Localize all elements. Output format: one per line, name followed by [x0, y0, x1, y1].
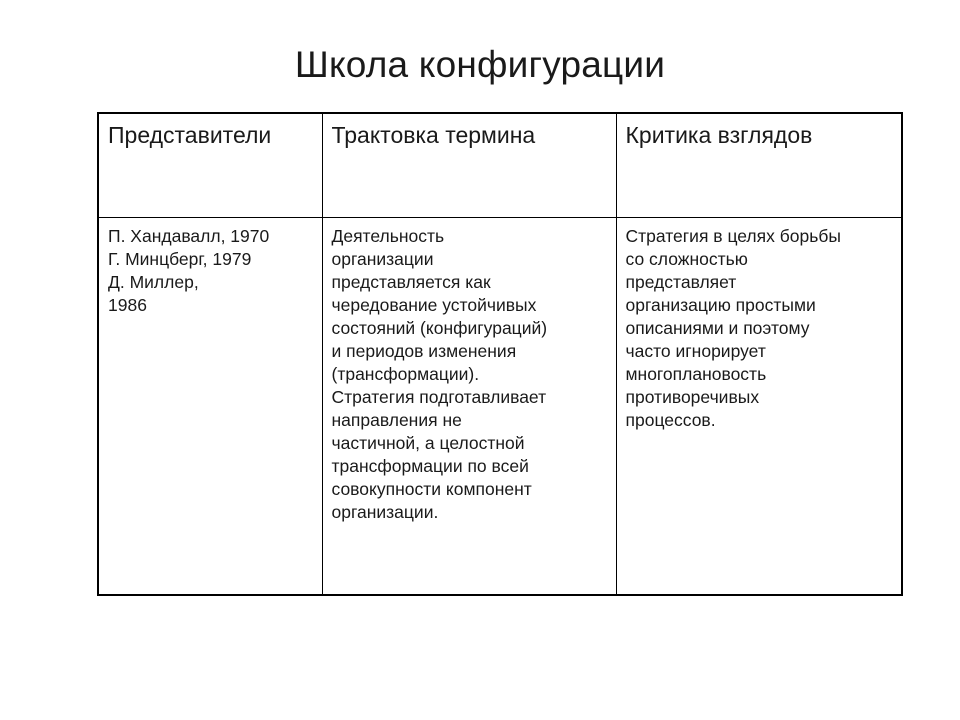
criticism-line: организацию простыми: [625, 295, 816, 315]
cell-interpretation: [322, 218, 616, 596]
cell-representatives: [98, 218, 322, 596]
criticism-line: процессов.: [625, 410, 716, 430]
header-representatives: Представители: [98, 113, 322, 218]
interpretation-line: представляется как: [331, 272, 491, 292]
representative-line: Д. Миллер,: [108, 272, 199, 292]
criticism-line: часто игнорирует: [625, 341, 766, 361]
criticism-line: представляет: [625, 272, 737, 292]
table-header-row: [98, 113, 902, 218]
criticism-line: противоречивых: [625, 387, 760, 407]
criticism-line: со сложностью: [625, 249, 748, 269]
interpretation-line: направления не: [331, 410, 462, 430]
criticism-line: многоплановость: [625, 364, 767, 384]
interpretation-line: организации: [331, 249, 434, 269]
header-criticism: Критика взглядов: [616, 113, 902, 218]
interpretation-line: совокупности компонент: [331, 479, 532, 499]
interpretation-line: Деятельность: [331, 226, 445, 246]
interpretation-line: Стратегия подготавливает: [331, 387, 547, 407]
interpretation-line: чередование устойчивых: [331, 295, 537, 315]
criticism-line: описаниями и поэтому: [625, 318, 810, 338]
cell-criticism: [616, 218, 902, 596]
interpretation-line: состояний (конфигураций): [331, 318, 548, 338]
interpretation-line: частичной, а целостной: [331, 433, 525, 453]
header-interpretation: Трактовка термина: [322, 113, 616, 218]
table-row: [98, 218, 902, 596]
interpretation-line: организации.: [331, 502, 439, 522]
representative-line: Г. Минцберг, 1979: [108, 249, 252, 269]
representative-line: П. Хандавалл, 1970: [108, 226, 270, 246]
criticism-line: Стратегия в целях борьбы: [625, 226, 841, 246]
interpretation-line: трансформации по всей: [331, 456, 529, 476]
interpretation-line: (трансформации).: [331, 364, 480, 384]
representative-line: 1986: [108, 295, 147, 315]
slide-title: Школа конфигурации: [294, 44, 666, 85]
interpretation-line: и периодов изменения: [331, 341, 517, 361]
configuration-school-table: [97, 112, 903, 596]
